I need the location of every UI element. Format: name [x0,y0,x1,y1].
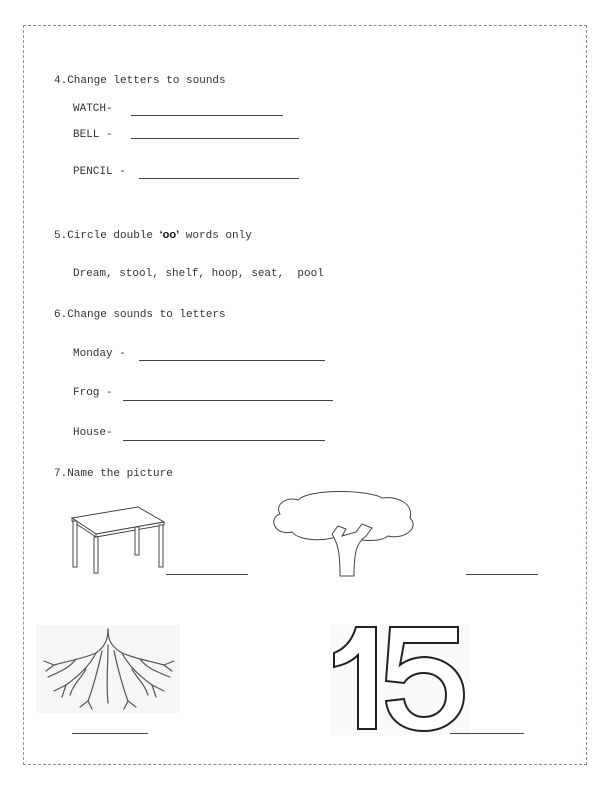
q5-word-list[interactable]: Dream, stool, shelf, hoop, seat, pool [73,268,324,280]
q6-answer-monday[interactable] [139,360,325,361]
number-15-icon [330,625,470,735]
q7-answer-roots[interactable] [72,733,148,734]
tree-icon [270,488,418,578]
q5-heading: 5.Circle double ‘oo’ words only [54,229,252,242]
roots-icon [36,625,180,713]
q4-heading: 4.Change letters to sounds [54,75,226,87]
q7-answer-table[interactable] [166,574,248,575]
q4-label-pencil: PENCIL - [73,166,126,178]
q4-label-bell: BELL - [73,129,120,141]
q7-answer-15[interactable] [450,733,524,734]
q6-answer-house[interactable] [123,440,325,441]
q7-heading: 7.Name the picture [54,468,173,480]
q4-label-watch: WATCH- [73,103,120,115]
q4-answer-bell[interactable] [131,138,299,139]
q6-label-house: House- [73,427,113,439]
q4-answer-pencil[interactable] [139,178,299,179]
q4-answer-watch[interactable] [131,115,283,116]
q6-label-frog: Frog - [73,387,113,399]
q6-answer-frog[interactable] [123,400,333,401]
q6-heading: 6.Change sounds to letters [54,309,226,321]
q7-answer-tree[interactable] [466,574,538,575]
q5-double-oo: ‘oo’ [159,229,180,241]
table-icon [70,505,166,575]
q6-label-monday: Monday - [73,348,126,360]
